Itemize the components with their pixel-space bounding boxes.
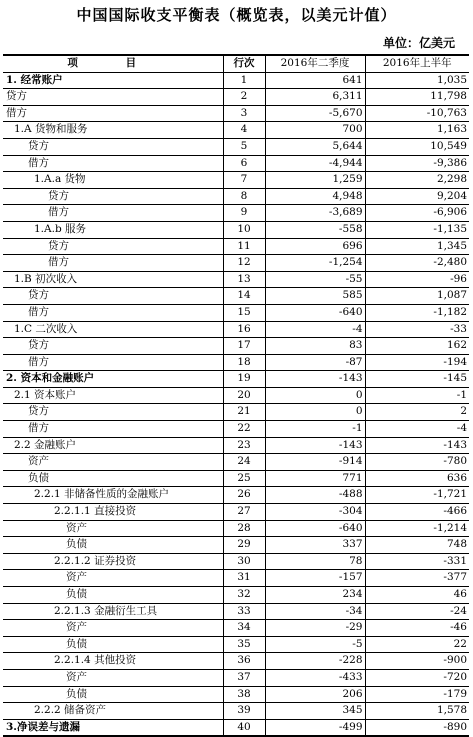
- row-value-2016-h1: 162: [365, 338, 469, 355]
- row-item-label: 2.2.1.4 其他投资: [3, 653, 223, 670]
- row-item-label: 负债: [3, 470, 223, 487]
- row-item-label: 贷方: [3, 238, 223, 255]
- table-body: [3, 72, 469, 736]
- row-item-label: 资产: [3, 620, 223, 637]
- row-value-2016-q2: 696: [265, 238, 365, 255]
- row-item-label: 贷方: [3, 188, 223, 205]
- row-value-2016-h1: 1,035: [365, 72, 469, 89]
- row-number: 25: [223, 470, 265, 487]
- row-value-2016-h1: -890: [365, 719, 469, 736]
- row-item-label: 1. 经常账户: [3, 72, 223, 89]
- unit-label: 单位：亿美元: [382, 36, 455, 50]
- row-value-2016-h1: 2,298: [365, 172, 469, 189]
- row-item-label: 贷方: [3, 288, 223, 305]
- table-row: [3, 304, 469, 321]
- row-value-2016-q2: 234: [265, 587, 365, 604]
- row-item-label: 1.A.b 服务: [3, 221, 223, 238]
- row-value-2016-q2: 345: [265, 703, 365, 720]
- row-item-label: 资产: [3, 520, 223, 537]
- row-value-2016-q2: -87: [265, 354, 365, 371]
- row-value-2016-q2: -558: [265, 221, 365, 238]
- row-number: 30: [223, 553, 265, 570]
- row-number: 23: [223, 437, 265, 454]
- row-value-2016-h1: 1,087: [365, 288, 469, 305]
- row-number: 24: [223, 454, 265, 471]
- row-value-2016-h1: 2: [365, 404, 469, 421]
- row-value-2016-q2: -228: [265, 653, 365, 670]
- table-row: [3, 172, 469, 189]
- row-item-label: 2.2.1 非储备性质的金融账户: [3, 487, 223, 504]
- row-value-2016-q2: -488: [265, 487, 365, 504]
- row-item-label: 贷方: [3, 404, 223, 421]
- row-value-2016-h1: -143: [365, 437, 469, 454]
- row-item-label: 2. 资本和金融账户: [3, 371, 223, 388]
- row-value-2016-q2: -5,670: [265, 105, 365, 122]
- row-item-label: 2.2.1.2 证券投资: [3, 553, 223, 570]
- row-item-label: 3.净误差与遗漏: [3, 719, 223, 736]
- row-item-label: 借方: [3, 105, 223, 122]
- row-item-label: 借方: [3, 155, 223, 172]
- table-row: [3, 421, 469, 438]
- table-row: [3, 620, 469, 637]
- row-value-2016-h1: -24: [365, 603, 469, 620]
- row-number: 28: [223, 520, 265, 537]
- row-item-label: 负债: [3, 537, 223, 554]
- row-number: 21: [223, 404, 265, 421]
- row-number: 5: [223, 138, 265, 155]
- row-value-2016-q2: -640: [265, 304, 365, 321]
- row-number: 37: [223, 669, 265, 686]
- row-value-2016-h1: -4: [365, 421, 469, 438]
- row-value-2016-q2: 641: [265, 72, 365, 89]
- table-row: [3, 537, 469, 554]
- table-row: [3, 205, 469, 222]
- table-row: [3, 338, 469, 355]
- row-value-2016-q2: 0: [265, 404, 365, 421]
- table-header-row: [3, 55, 469, 72]
- row-item-label: 负债: [3, 686, 223, 703]
- row-number: 22: [223, 421, 265, 438]
- row-value-2016-q2: -157: [265, 570, 365, 587]
- table-row: [3, 636, 469, 653]
- row-number: 38: [223, 686, 265, 703]
- row-value-2016-q2: 83: [265, 338, 365, 355]
- row-value-2016-h1: 46: [365, 587, 469, 604]
- row-value-2016-q2: 206: [265, 686, 365, 703]
- row-number: 32: [223, 587, 265, 604]
- row-item-label: 1.A.a 货物: [3, 172, 223, 189]
- table-row: [3, 653, 469, 670]
- table-row: [3, 72, 469, 89]
- row-number: 35: [223, 636, 265, 653]
- row-number: 17: [223, 338, 265, 355]
- row-value-2016-h1: -96: [365, 271, 469, 288]
- row-number: 1: [223, 72, 265, 89]
- row-value-2016-q2: 585: [265, 288, 365, 305]
- row-item-label: 借方: [3, 421, 223, 438]
- row-item-label: 借方: [3, 354, 223, 371]
- row-number: 8: [223, 188, 265, 205]
- row-value-2016-h1: 1,345: [365, 238, 469, 255]
- row-value-2016-h1: -1,214: [365, 520, 469, 537]
- row-number: 39: [223, 703, 265, 720]
- row-item-label: 借方: [3, 205, 223, 222]
- row-number: 2: [223, 89, 265, 106]
- table-row: [3, 255, 469, 272]
- header-2016-h1: 2016年上半年: [365, 55, 469, 72]
- table-row: [3, 520, 469, 537]
- row-number: 26: [223, 487, 265, 504]
- row-item-label: 2.2.2 储备资产: [3, 703, 223, 720]
- row-value-2016-q2: -1: [265, 421, 365, 438]
- row-value-2016-q2: 6,311: [265, 89, 365, 106]
- table-row: [3, 122, 469, 139]
- table-row: [3, 553, 469, 570]
- row-value-2016-q2: 771: [265, 470, 365, 487]
- row-number: 4: [223, 122, 265, 139]
- row-value-2016-h1: 1,163: [365, 122, 469, 139]
- row-value-2016-h1: -46: [365, 620, 469, 637]
- row-number: 15: [223, 304, 265, 321]
- row-item-label: 负债: [3, 587, 223, 604]
- row-number: 34: [223, 620, 265, 637]
- row-item-label: 1.C 二次收入: [3, 321, 223, 338]
- row-value-2016-h1: 22: [365, 636, 469, 653]
- row-value-2016-q2: -29: [265, 620, 365, 637]
- table-row: [3, 686, 469, 703]
- table-row: [3, 487, 469, 504]
- table-row: [3, 188, 469, 205]
- table-row: [3, 105, 469, 122]
- row-number: 12: [223, 255, 265, 272]
- row-value-2016-h1: -780: [365, 454, 469, 471]
- header-row-number: 行次: [223, 55, 265, 72]
- row-number: 36: [223, 653, 265, 670]
- row-item-label: 负债: [3, 636, 223, 653]
- row-number: 11: [223, 238, 265, 255]
- row-value-2016-q2: -433: [265, 669, 365, 686]
- row-value-2016-q2: -34: [265, 603, 365, 620]
- table-row: [3, 387, 469, 404]
- row-item-label: 1.A 货物和服务: [3, 122, 223, 139]
- row-value-2016-q2: 700: [265, 122, 365, 139]
- row-value-2016-h1: -466: [365, 504, 469, 521]
- row-value-2016-q2: -640: [265, 520, 365, 537]
- row-value-2016-q2: 4,948: [265, 188, 365, 205]
- row-item-label: 贷方: [3, 338, 223, 355]
- table-row: [3, 89, 469, 106]
- row-item-label: 2.2 金融账户: [3, 437, 223, 454]
- row-value-2016-h1: 10,549: [365, 138, 469, 155]
- row-item-label: 贷方: [3, 138, 223, 155]
- table-row: [3, 138, 469, 155]
- row-value-2016-h1: -1,721: [365, 487, 469, 504]
- row-number: 18: [223, 354, 265, 371]
- row-number: 31: [223, 570, 265, 587]
- row-item-label: 资产: [3, 570, 223, 587]
- header-item: 项 目: [3, 55, 223, 72]
- row-item-label: 1.B 初次收入: [3, 271, 223, 288]
- table-row: [3, 354, 469, 371]
- table-row: [3, 371, 469, 388]
- row-number: 19: [223, 371, 265, 388]
- row-number: 20: [223, 387, 265, 404]
- table-row: [3, 570, 469, 587]
- balance-of-payments-table: [3, 54, 469, 737]
- row-value-2016-q2: -4,944: [265, 155, 365, 172]
- row-value-2016-q2: -5: [265, 636, 365, 653]
- row-value-2016-h1: 11,798: [365, 89, 469, 106]
- table-row: [3, 587, 469, 604]
- row-value-2016-q2: 78: [265, 553, 365, 570]
- row-value-2016-h1: -2,480: [365, 255, 469, 272]
- header-2016-q2: 2016年二季度: [265, 55, 365, 72]
- row-value-2016-q2: -1,254: [265, 255, 365, 272]
- row-item-label: 2.2.1.3 金融衍生工具: [3, 603, 223, 620]
- row-value-2016-h1: -1,135: [365, 221, 469, 238]
- row-value-2016-q2: 5,644: [265, 138, 365, 155]
- row-value-2016-h1: 636: [365, 470, 469, 487]
- row-value-2016-h1: -6,906: [365, 205, 469, 222]
- row-value-2016-q2: -3,689: [265, 205, 365, 222]
- row-value-2016-h1: -331: [365, 553, 469, 570]
- row-value-2016-q2: -914: [265, 454, 365, 471]
- row-number: 10: [223, 221, 265, 238]
- row-value-2016-h1: -720: [365, 669, 469, 686]
- row-number: 3: [223, 105, 265, 122]
- row-value-2016-h1: 1,578: [365, 703, 469, 720]
- row-item-label: 借方: [3, 255, 223, 272]
- table-row: [3, 155, 469, 172]
- table-row: [3, 288, 469, 305]
- row-value-2016-h1: -10,763: [365, 105, 469, 122]
- row-number: 29: [223, 537, 265, 554]
- row-number: 40: [223, 719, 265, 736]
- row-value-2016-h1: -33: [365, 321, 469, 338]
- row-item-label: 资产: [3, 669, 223, 686]
- row-value-2016-q2: -4: [265, 321, 365, 338]
- row-value-2016-q2: -55: [265, 271, 365, 288]
- table-row: [3, 404, 469, 421]
- table-row: [3, 454, 469, 471]
- row-value-2016-q2: -304: [265, 504, 365, 521]
- row-item-label: 借方: [3, 304, 223, 321]
- row-item-label: 贷方: [3, 89, 223, 106]
- row-value-2016-h1: -9,386: [365, 155, 469, 172]
- row-number: 14: [223, 288, 265, 305]
- table-row: [3, 437, 469, 454]
- row-value-2016-q2: 1,259: [265, 172, 365, 189]
- row-value-2016-q2: 337: [265, 537, 365, 554]
- row-value-2016-h1: 748: [365, 537, 469, 554]
- row-item-label: 2.2.1.1 直接投资: [3, 504, 223, 521]
- table-row: [3, 221, 469, 238]
- document-title: 中国国际收支平衡表（概览表，以美元计值）: [76, 6, 397, 24]
- table-row: [3, 238, 469, 255]
- row-number: 9: [223, 205, 265, 222]
- table-row: [3, 719, 469, 736]
- row-value-2016-q2: 0: [265, 387, 365, 404]
- row-value-2016-h1: -194: [365, 354, 469, 371]
- row-value-2016-h1: 9,204: [365, 188, 469, 205]
- table-row: [3, 321, 469, 338]
- row-item-label: 2.1 资本账户: [3, 387, 223, 404]
- row-value-2016-h1: -145: [365, 371, 469, 388]
- row-value-2016-h1: -900: [365, 653, 469, 670]
- table-row: [3, 271, 469, 288]
- row-value-2016-h1: -1,182: [365, 304, 469, 321]
- table-row: [3, 504, 469, 521]
- row-number: 33: [223, 603, 265, 620]
- table-row: [3, 669, 469, 686]
- row-number: 6: [223, 155, 265, 172]
- row-value-2016-q2: -143: [265, 437, 365, 454]
- row-number: 7: [223, 172, 265, 189]
- table-row: [3, 603, 469, 620]
- row-value-2016-h1: -377: [365, 570, 469, 587]
- table-row: [3, 703, 469, 720]
- row-value-2016-q2: -499: [265, 719, 365, 736]
- row-value-2016-h1: -179: [365, 686, 469, 703]
- row-number: 13: [223, 271, 265, 288]
- table-row: [3, 470, 469, 487]
- row-number: 27: [223, 504, 265, 521]
- row-value-2016-q2: -143: [265, 371, 365, 388]
- row-number: 16: [223, 321, 265, 338]
- row-value-2016-h1: -1: [365, 387, 469, 404]
- row-item-label: 资产: [3, 454, 223, 471]
